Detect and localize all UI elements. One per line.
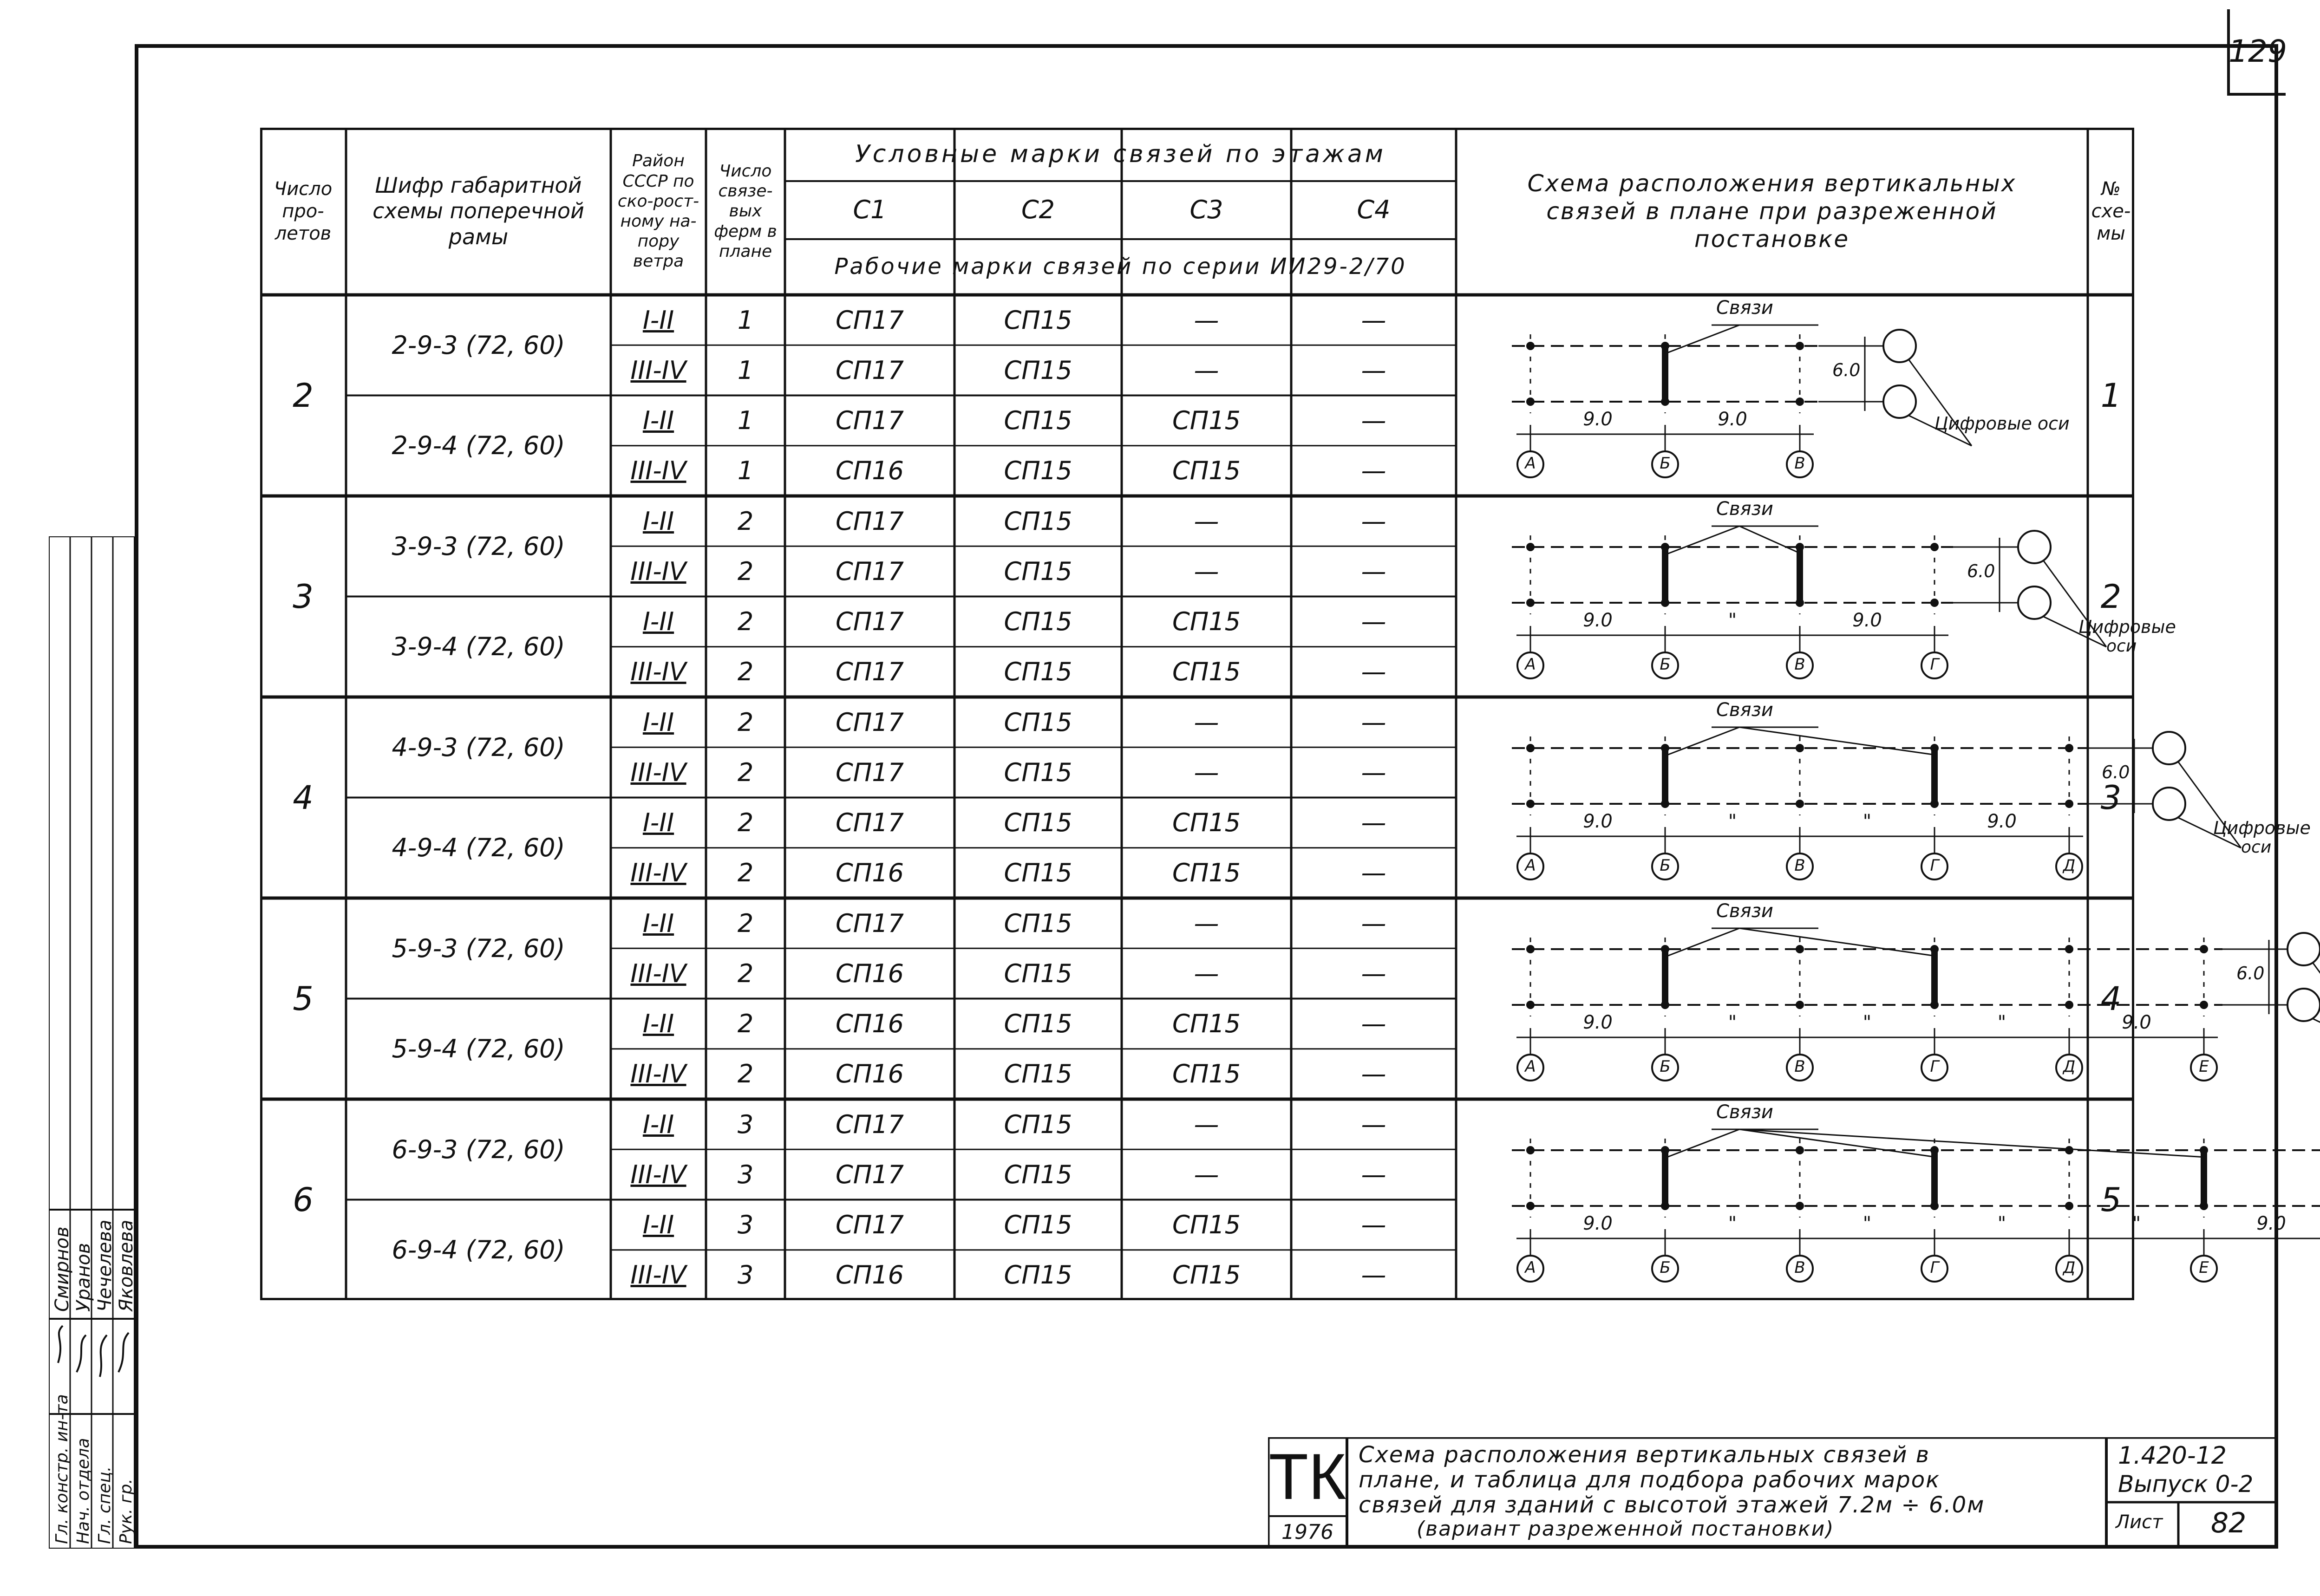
spans-count: 4 bbox=[293, 778, 314, 817]
digit-axes-label-2: оси bbox=[2241, 838, 2272, 857]
role-dept-head: Нач. отдела bbox=[74, 1438, 93, 1544]
header-c2: С2 bbox=[1021, 195, 1055, 225]
stamp-year: 1976 bbox=[1281, 1520, 1333, 1544]
height-dimension: 6.0 bbox=[2236, 963, 2265, 984]
mark-c3: СП15 bbox=[1172, 1210, 1241, 1240]
mark-c4: — bbox=[1361, 1059, 1386, 1089]
header-c4: С4 bbox=[1357, 195, 1391, 225]
mark-c3: СП15 bbox=[1172, 456, 1241, 486]
mark-c4: — bbox=[1361, 657, 1386, 687]
role-specialist: Гл. спец. bbox=[95, 1466, 114, 1544]
stamp-title-line-1: Схема расположения вертикальных связей в bbox=[1359, 1442, 1930, 1468]
frame-cipher: 2-9-3 (72, 60) bbox=[392, 330, 565, 360]
header-cipher: Шифр габаритной схемы поперечной рамы bbox=[373, 173, 584, 249]
mark-c4: — bbox=[1361, 406, 1386, 436]
truss-count: 2 bbox=[737, 808, 754, 838]
mark-c4: — bbox=[1361, 456, 1386, 486]
links-label: Связи bbox=[1716, 1101, 1773, 1123]
axis-bubble-label: В bbox=[1794, 1057, 1805, 1076]
links-label: Связи bbox=[1716, 498, 1773, 520]
truss-count: 3 bbox=[737, 1109, 754, 1139]
frame-cipher: 5-9-3 (72, 60) bbox=[392, 933, 565, 963]
wind-region: I-II bbox=[642, 506, 674, 536]
digit-axes-label: Цифровые оси bbox=[1934, 413, 2070, 434]
truss-count: 2 bbox=[737, 958, 754, 988]
truss-count: 2 bbox=[737, 506, 754, 536]
wind-region: I-II bbox=[642, 1210, 674, 1240]
wind-region: I-II bbox=[642, 1109, 674, 1139]
mark-c3: — bbox=[1194, 1109, 1219, 1139]
mark-c1: СП16 bbox=[835, 1260, 904, 1290]
span-dimension: 9.0 bbox=[1583, 1012, 1613, 1033]
spans-count: 5 bbox=[293, 979, 314, 1018]
stamp-sheet-number: 82 bbox=[2211, 1507, 2247, 1539]
mark-c2: СП15 bbox=[1004, 355, 1072, 385]
mark-c1: СП17 bbox=[835, 657, 904, 687]
links-label: Связи bbox=[1716, 699, 1773, 721]
stamp-title-line-3: связей для зданий с высотой этажей 7.2м ÷ 6.0м bbox=[1359, 1492, 1985, 1518]
mark-c3: СП15 bbox=[1172, 607, 1241, 637]
ditto-mark: " bbox=[1728, 610, 1737, 631]
mark-c1: СП17 bbox=[835, 757, 904, 787]
name-4: Яковлева bbox=[116, 1219, 137, 1312]
wind-region: I-II bbox=[642, 1009, 674, 1039]
mark-c4: — bbox=[1361, 858, 1386, 888]
mark-c3: — bbox=[1194, 305, 1219, 335]
mark-c3: — bbox=[1194, 757, 1219, 787]
mark-c2: СП15 bbox=[1004, 506, 1072, 536]
truss-count: 3 bbox=[737, 1160, 754, 1189]
stamp-issue: Выпуск 0-2 bbox=[2118, 1471, 2254, 1498]
frame-cipher: 2-9-4 (72, 60) bbox=[392, 431, 565, 461]
wind-region: I-II bbox=[642, 808, 674, 838]
mark-c1: СП16 bbox=[835, 1059, 904, 1089]
axis-bubble-label: Б bbox=[1660, 454, 1671, 473]
ditto-mark: " bbox=[1863, 1213, 1872, 1234]
wind-region: III-IV bbox=[630, 858, 686, 888]
mark-c2: СП15 bbox=[1004, 556, 1072, 586]
page-number: 129 bbox=[2227, 9, 2286, 96]
mark-c4: — bbox=[1361, 1210, 1386, 1240]
mark-c2: СП15 bbox=[1004, 406, 1072, 436]
frame-cipher: 4-9-4 (72, 60) bbox=[392, 833, 565, 863]
spans-count: 3 bbox=[293, 577, 314, 616]
mark-c3: СП15 bbox=[1172, 808, 1241, 838]
header-c1: С1 bbox=[853, 195, 887, 225]
axis-bubble-label: Б bbox=[1660, 856, 1671, 875]
wind-region: III-IV bbox=[630, 1260, 686, 1290]
bracing-table bbox=[260, 128, 2311, 1300]
height-dimension: 6.0 bbox=[2102, 762, 2130, 782]
mark-c3: — bbox=[1194, 556, 1219, 586]
frame-cipher: 4-9-3 (72, 60) bbox=[392, 732, 565, 762]
links-label: Связи bbox=[1716, 297, 1773, 319]
truss-count: 3 bbox=[737, 1210, 754, 1240]
wind-region: I-II bbox=[642, 908, 674, 938]
mark-c4: — bbox=[1361, 556, 1386, 586]
mark-c3: СП15 bbox=[1172, 1260, 1241, 1290]
stamp-title-line-4: (вариант разреженной постановки) bbox=[1417, 1517, 1835, 1541]
truss-count: 2 bbox=[737, 556, 754, 586]
axis-bubble-label: Д bbox=[2063, 1057, 2076, 1076]
mark-c4: — bbox=[1361, 757, 1386, 787]
mark-c3: СП15 bbox=[1172, 406, 1241, 436]
header-working: Рабочие марки связей по серии ИИ29-2/70 bbox=[834, 254, 1407, 280]
header-scheme: Схема расположения вертикальных связей в плане при разреженной постановке bbox=[1527, 170, 2017, 253]
mark-c4: — bbox=[1361, 707, 1386, 737]
mark-c1: СП17 bbox=[835, 1109, 904, 1139]
mark-c2: СП15 bbox=[1004, 908, 1072, 938]
mark-c2: СП15 bbox=[1004, 808, 1072, 838]
mark-c2: СП15 bbox=[1004, 1260, 1072, 1290]
mark-c1: СП17 bbox=[835, 707, 904, 737]
truss-count: 1 bbox=[737, 456, 754, 486]
axis-bubble-label: Д bbox=[2063, 1258, 2076, 1277]
axis-bubble-label: Б bbox=[1660, 1258, 1671, 1277]
axis-bubble-label: Б bbox=[1660, 655, 1671, 674]
digit-axes-label: Цифровые bbox=[2078, 617, 2176, 637]
axis-bubble-label: Е bbox=[2199, 1258, 2209, 1277]
mark-c1: СП17 bbox=[835, 808, 904, 838]
axis-bubble-label: Г bbox=[1930, 655, 1939, 674]
mark-c4: — bbox=[1361, 305, 1386, 335]
ditto-mark: " bbox=[1728, 1213, 1737, 1234]
frame-cipher: 3-9-4 (72, 60) bbox=[392, 632, 565, 662]
axis-bubble-label: Б bbox=[1660, 1057, 1671, 1076]
links-label: Связи bbox=[1716, 900, 1773, 922]
stamp-title-line-2: плане, и таблица для подбора рабочих марок bbox=[1359, 1467, 1941, 1493]
axis-bubble-label: Д bbox=[2063, 856, 2076, 875]
org-logo: ТК bbox=[1268, 1440, 1346, 1513]
scheme-number: 5 bbox=[2100, 1180, 2122, 1219]
mark-c3: СП15 bbox=[1172, 1059, 1241, 1089]
mark-c1: СП17 bbox=[835, 1210, 904, 1240]
wind-region: III-IV bbox=[630, 456, 686, 486]
mark-c2: СП15 bbox=[1004, 607, 1072, 637]
mark-c2: СП15 bbox=[1004, 657, 1072, 687]
axis-bubble-label: В bbox=[1794, 856, 1805, 875]
mark-c2: СП15 bbox=[1004, 456, 1072, 486]
ditto-mark: " bbox=[1997, 1012, 2006, 1033]
span-dimension: 9.0 bbox=[2122, 1012, 2151, 1033]
truss-count: 2 bbox=[737, 607, 754, 637]
scheme-number: 4 bbox=[2100, 979, 2122, 1018]
stamp-series: 1.420-12 bbox=[2118, 1442, 2227, 1470]
header-scheme-number: № схе-мы bbox=[2091, 178, 2131, 244]
signature-block bbox=[49, 536, 135, 1549]
axis-bubble-label: Е bbox=[2199, 1057, 2209, 1076]
mark-c4: — bbox=[1361, 1260, 1386, 1290]
span-dimension: 9.0 bbox=[1583, 1213, 1613, 1234]
mark-c1: СП17 bbox=[835, 506, 904, 536]
wind-region: III-IV bbox=[630, 1160, 686, 1189]
ditto-mark: " bbox=[2132, 1213, 2141, 1234]
mark-c4: — bbox=[1361, 1160, 1386, 1189]
wind-region: I-II bbox=[642, 406, 674, 436]
mark-c2: СП15 bbox=[1004, 305, 1072, 335]
mark-c4: — bbox=[1361, 808, 1386, 838]
mark-c3: — bbox=[1194, 506, 1219, 536]
digit-axes-label: Цифровые bbox=[2213, 818, 2311, 838]
truss-count: 2 bbox=[737, 1059, 754, 1089]
spans-count: 6 bbox=[293, 1180, 314, 1219]
mark-c2: СП15 bbox=[1004, 1210, 1072, 1240]
wind-region: I-II bbox=[642, 607, 674, 637]
ditto-mark: " bbox=[1728, 811, 1737, 832]
role-chief: Гл. констр. ин-та bbox=[52, 1394, 72, 1544]
mark-c1: СП16 bbox=[835, 958, 904, 988]
ditto-mark: " bbox=[1997, 1213, 2006, 1234]
scheme-number: 2 bbox=[2100, 577, 2122, 616]
axis-bubble-label: А bbox=[1525, 856, 1536, 875]
wind-region: I-II bbox=[642, 707, 674, 737]
truss-count: 3 bbox=[737, 1260, 754, 1290]
mark-c3: — bbox=[1194, 1160, 1219, 1189]
mark-c1: СП17 bbox=[835, 607, 904, 637]
axis-bubble-label: Г bbox=[1930, 856, 1939, 875]
truss-count: 2 bbox=[737, 1009, 754, 1039]
mark-c4: — bbox=[1361, 506, 1386, 536]
truss-count: 1 bbox=[737, 355, 754, 385]
axis-bubble-label: В bbox=[1794, 454, 1805, 473]
mark-c1: СП17 bbox=[835, 406, 904, 436]
truss-count: 2 bbox=[737, 757, 754, 787]
scheme-number: 3 bbox=[2100, 778, 2122, 817]
name-1: Смирнов bbox=[52, 1226, 73, 1312]
mark-c2: СП15 bbox=[1004, 1109, 1072, 1139]
scheme-number: 1 bbox=[2100, 376, 2122, 415]
frame-cipher: 6-9-3 (72, 60) bbox=[392, 1134, 565, 1164]
header-trusses: Число связе-вых ферм в плане bbox=[714, 162, 777, 261]
wind-region: III-IV bbox=[630, 657, 686, 687]
mark-c1: СП16 bbox=[835, 456, 904, 486]
height-dimension: 6.0 bbox=[1967, 561, 1995, 581]
wind-region: III-IV bbox=[630, 757, 686, 787]
mark-c1: СП16 bbox=[835, 1009, 904, 1039]
header-spans: Число про-летов bbox=[274, 178, 333, 244]
mark-c2: СП15 bbox=[1004, 858, 1072, 888]
wind-region: III-IV bbox=[630, 355, 686, 385]
mark-c1: СП17 bbox=[835, 908, 904, 938]
mark-c2: СП15 bbox=[1004, 707, 1072, 737]
mark-c3: СП15 bbox=[1172, 657, 1241, 687]
role-group-head: Рук. гр. bbox=[117, 1479, 136, 1544]
mark-c4: — bbox=[1361, 908, 1386, 938]
axis-bubble-label: Г bbox=[1930, 1258, 1939, 1277]
mark-c1: СП17 bbox=[835, 1160, 904, 1189]
header-conditional: Условные марки связей по этажам bbox=[855, 140, 1386, 169]
ditto-mark: " bbox=[1863, 811, 1872, 832]
span-dimension: 9.0 bbox=[1583, 811, 1613, 832]
mark-c1: СП17 bbox=[835, 305, 904, 335]
mark-c2: СП15 bbox=[1004, 1009, 1072, 1039]
truss-count: 2 bbox=[737, 858, 754, 888]
span-dimension: 9.0 bbox=[1852, 610, 1882, 631]
ditto-mark: " bbox=[1728, 1012, 1737, 1033]
mark-c1: СП17 bbox=[835, 355, 904, 385]
mark-c4: — bbox=[1361, 355, 1386, 385]
span-dimension: 9.0 bbox=[1718, 409, 1747, 430]
digit-axes-label-2: оси bbox=[2106, 637, 2137, 656]
spans-count: 2 bbox=[293, 376, 314, 415]
mark-c2: СП15 bbox=[1004, 757, 1072, 787]
mark-c3: — bbox=[1194, 908, 1219, 938]
name-3: Чечелева bbox=[94, 1219, 116, 1312]
truss-count: 2 bbox=[737, 908, 754, 938]
truss-count: 1 bbox=[737, 305, 754, 335]
wind-region: III-IV bbox=[630, 556, 686, 586]
title-block bbox=[1268, 1437, 2278, 1549]
axis-bubble-label: А bbox=[1525, 1258, 1536, 1277]
axis-bubble-label: А bbox=[1525, 655, 1536, 674]
mark-c3: — bbox=[1194, 707, 1219, 737]
axis-bubble-label: А bbox=[1525, 454, 1536, 473]
mark-c2: СП15 bbox=[1004, 1160, 1072, 1189]
mark-c4: — bbox=[1361, 1009, 1386, 1039]
truss-count: 1 bbox=[737, 406, 754, 436]
header-region: Район СССР по ско-рост-ному на-пору ветра bbox=[617, 151, 699, 271]
wind-region: III-IV bbox=[630, 958, 686, 988]
frame-cipher: 5-9-4 (72, 60) bbox=[392, 1034, 565, 1064]
frame-cipher: 6-9-4 (72, 60) bbox=[392, 1235, 565, 1265]
frame-cipher: 3-9-3 (72, 60) bbox=[392, 531, 565, 561]
stamp-sheet-label: Лист bbox=[2116, 1511, 2163, 1533]
truss-count: 2 bbox=[737, 657, 754, 687]
ditto-mark: " bbox=[1863, 1012, 1872, 1033]
wind-region: III-IV bbox=[630, 1059, 686, 1089]
mark-c3: — bbox=[1194, 355, 1219, 385]
mark-c1: СП16 bbox=[835, 858, 904, 888]
wind-region: I-II bbox=[642, 305, 674, 335]
axis-bubble-label: В bbox=[1794, 655, 1805, 674]
mark-c3: СП15 bbox=[1172, 858, 1241, 888]
axis-bubble-label: А bbox=[1525, 1057, 1536, 1076]
name-2: Уранов bbox=[73, 1243, 94, 1312]
mark-c2: СП15 bbox=[1004, 958, 1072, 988]
height-dimension: 6.0 bbox=[1832, 360, 1861, 380]
header-c3: С3 bbox=[1189, 195, 1223, 225]
mark-c3: — bbox=[1194, 958, 1219, 988]
axis-bubble-label: В bbox=[1794, 1258, 1805, 1277]
span-dimension: 9.0 bbox=[1583, 610, 1613, 631]
axis-bubble-label: Г bbox=[1930, 1057, 1939, 1076]
span-dimension: 9.0 bbox=[2256, 1213, 2286, 1234]
truss-count: 2 bbox=[737, 707, 754, 737]
span-dimension: 9.0 bbox=[1583, 409, 1613, 430]
span-dimension: 9.0 bbox=[1987, 811, 2017, 832]
mark-c2: СП15 bbox=[1004, 1059, 1072, 1089]
mark-c4: — bbox=[1361, 607, 1386, 637]
mark-c4: — bbox=[1361, 1109, 1386, 1139]
mark-c4: — bbox=[1361, 958, 1386, 988]
mark-c1: СП17 bbox=[835, 556, 904, 586]
mark-c3: СП15 bbox=[1172, 1009, 1241, 1039]
